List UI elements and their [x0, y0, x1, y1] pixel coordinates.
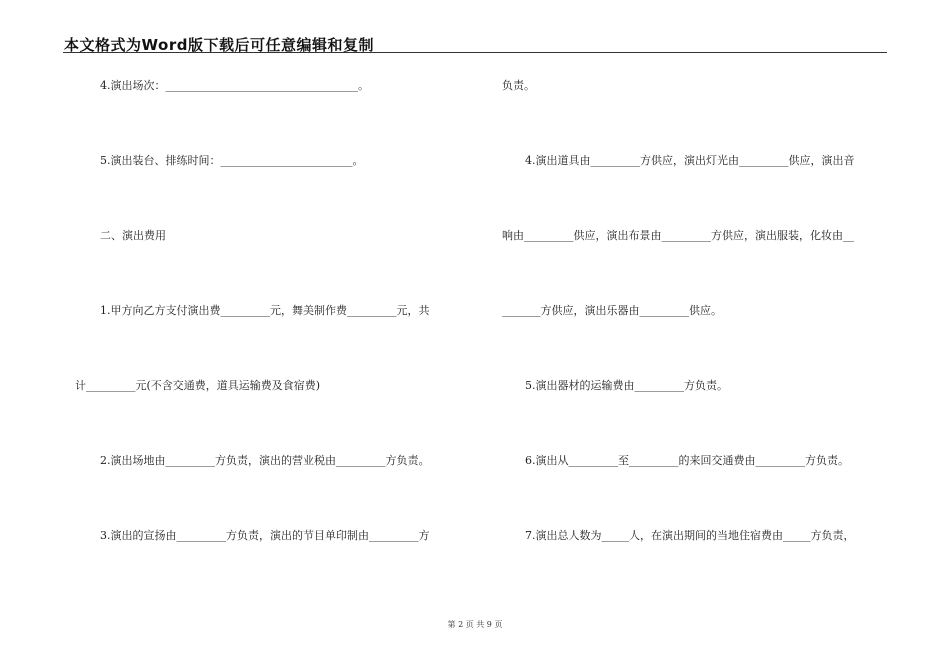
document-header-title: 本文格式为Word版下载后可任意编辑和复制: [64, 36, 374, 54]
left-line-7: 3.演出的宣扬由_________方负责，演出的节目单印制由_________方: [100, 529, 430, 542]
left-line-5: 计_________元(不含交通费，道具运输费及食宿费): [75, 379, 321, 392]
right-line-1: 负责。: [502, 79, 535, 92]
section-heading-fees: 二、演出费用: [100, 229, 166, 242]
left-line-4: 1.甲方向乙方支付演出费_________元，舞美制作费_________元，共: [100, 304, 430, 317]
right-line-4: _______方供应，演出乐器由_________供应。: [502, 304, 722, 317]
right-line-7: 7.演出总人数为_____人，在演出期间的当地住宿费由_____方负责，: [525, 529, 855, 542]
left-line-6: 2.演出场地由_________方负责，演出的营业税由_________方负责。: [100, 454, 430, 467]
header-divider: [63, 52, 887, 53]
left-line-1: 4.演出场次：___________________________________。: [100, 79, 369, 92]
right-line-2: 4.演出道具由_________方供应，演出灯光由_________供应，演出音: [525, 154, 855, 167]
right-line-5: 5.演出器材的运输费由_________方负责。: [525, 379, 728, 392]
page-number: 第 2 页 共 9 页: [447, 620, 503, 629]
right-line-3: 响由_________供应，演出布景由_________方供应，演出服装，化妆由__: [502, 229, 854, 242]
left-line-2: 5.演出装台、排练时间：________________________。: [100, 154, 364, 167]
right-line-6: 6.演出从_________至_________的来回交通费由_________方负责。: [525, 454, 849, 467]
